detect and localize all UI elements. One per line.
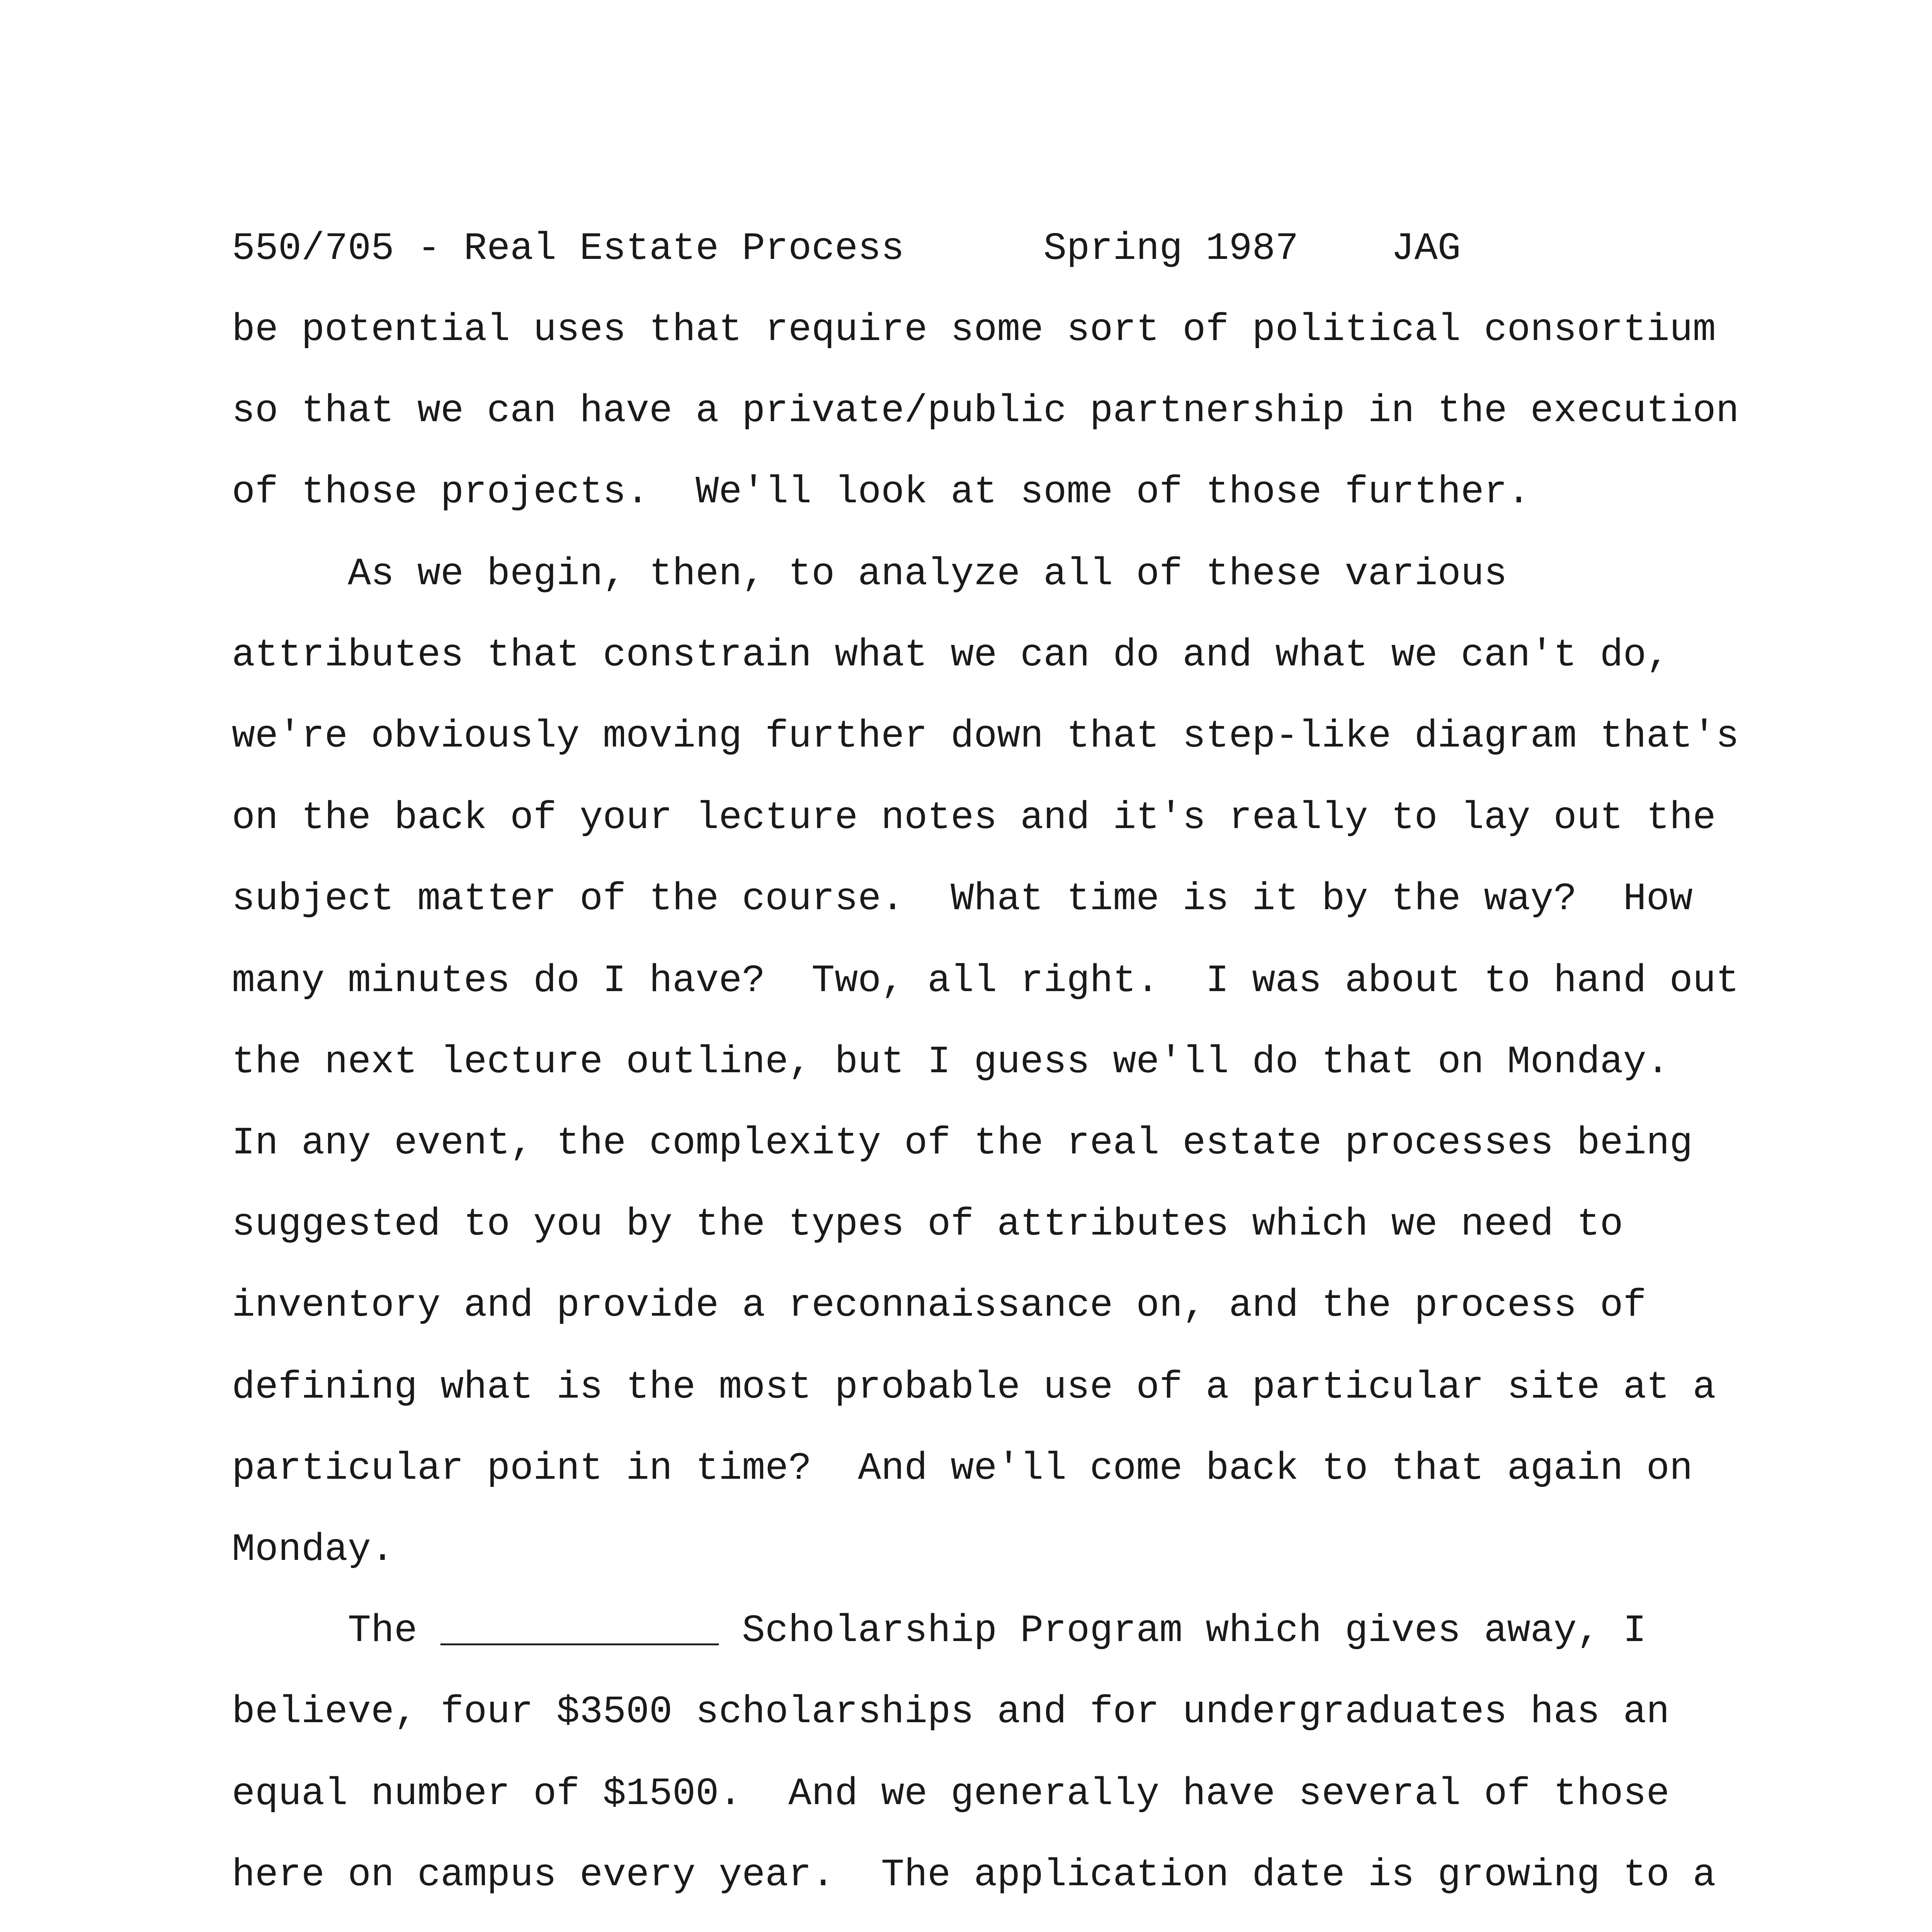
body-line: equal number of $1500. And we generally have several of those <box>232 1772 1670 1816</box>
paragraph-first-line: As we begin, then, to analyze all of these various <box>348 553 1507 596</box>
page-header <box>232 227 1461 271</box>
body-line: particular point in time? And we'll come back to that again on <box>232 1447 1693 1491</box>
body-line: the next lecture outline, but I guess we'll do that on Monday. <box>232 1041 1670 1084</box>
header-initials: JAG <box>1391 227 1461 271</box>
body-line: In any event, the complexity of the real estate processes being <box>232 1122 1693 1165</box>
header-term: Spring 1987 <box>1043 227 1299 271</box>
header-course: 550/705 - Real Estate Process <box>232 227 905 271</box>
body-line: Monday. <box>232 1528 395 1572</box>
body-line: so that we can have a private/public partnership in the execution <box>232 389 1739 433</box>
body-line: we're obviously moving further down that step-like diagram that's <box>232 715 1739 759</box>
body-line: inventory and provide a reconnaissance on, and the process of <box>232 1284 1646 1328</box>
body-line: attributes that constrain what we can do and what we can't do, <box>232 634 1670 677</box>
paragraph-first-line: The ____________ Scholarship Program which gives away, I <box>348 1609 1646 1653</box>
body-line: of those projects. We'll look at some of those further. <box>232 471 1531 514</box>
body-line: on the back of your lecture notes and it's really to lay out the <box>232 796 1716 840</box>
body-line: be potential uses that require some sort of political consortium <box>232 308 1716 352</box>
body-line: defining what is the most probable use of a particular site at a <box>232 1366 1716 1410</box>
body-line: subject matter of the course. What time is it by the way? How <box>232 878 1693 921</box>
body-line: here on campus every year. The application date is growing to a <box>232 1854 1716 1897</box>
body-line: suggested to you by the types of attributes which we need to <box>232 1203 1623 1247</box>
body-line: believe, four $3500 scholarships and for undergraduates has an <box>232 1690 1670 1734</box>
body-line: many minutes do I have? Two, all right. I was about to hand out <box>232 959 1739 1003</box>
